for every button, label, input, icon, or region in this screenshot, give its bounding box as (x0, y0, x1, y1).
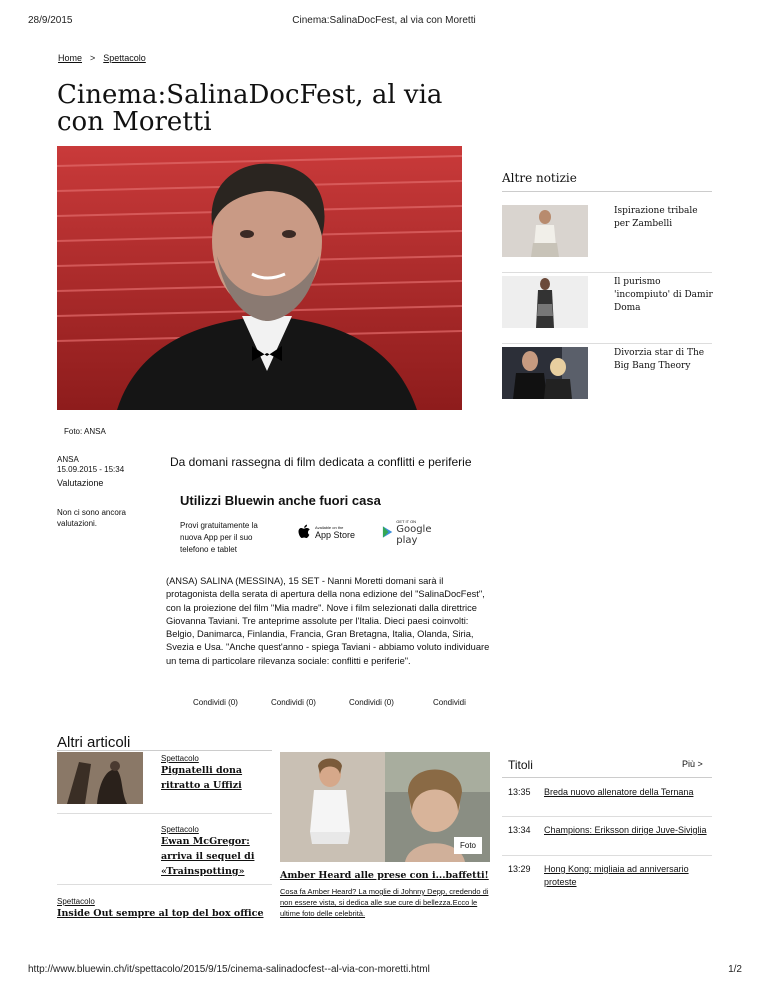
apple-icon (298, 524, 312, 540)
app-store-big: App Store (315, 529, 356, 540)
share-button-2[interactable]: Condividi (0) (271, 698, 316, 707)
google-play-small: GET IT ON (396, 518, 417, 524)
no-rating-text: Non ci sono ancora valutazioni. (57, 508, 126, 528)
sidebar-heading: Altre notizie (502, 171, 712, 192)
divider (502, 855, 712, 856)
photo-badge: Foto (454, 837, 482, 854)
rating-label: Valutazione (57, 478, 104, 488)
sidebar-item[interactable] (502, 347, 712, 405)
headline-link[interactable]: Hong Kong: migliaia ad anniversario proteste (544, 864, 689, 887)
article-body: (ANSA) SALINA (MESSINA), 15 SET - Nanni Moretti domani sarà il protagonista della serata di apertura della nona edizione del "SalinaDocFest", con la proiezione del film "Mia madre". Nove i film selezionati dalla direttrice Giovanna Taviani. Tre anteprime assolute per l'Italia. Dieci paesi coinvolti: Belgio, Danimarca, Finlandia, Francia, Gran Bretagna, Italia, Olanda, Siria, Svezia e Usa. "Anche quest'anno - spiega Taviani - abbiamo voluto individuare un tema di particolare rilevanza sociale: conflitti e periferie". (166, 576, 490, 666)
article-item[interactable] (161, 754, 271, 793)
article-title[interactable]: Inside Out sempre al top del box office (57, 908, 264, 919)
google-play-label (396, 519, 452, 546)
page-title: Cinema:SalinaDocFest, al via con Moretti (57, 80, 443, 137)
google-play-big: Google play (396, 523, 432, 546)
article-title[interactable]: Ewan McGregor: arriva il sequel di «Trainspotting» (161, 836, 255, 877)
article-category[interactable]: Spettacolo (161, 825, 199, 834)
share-button-3[interactable]: Condividi (0) (349, 698, 394, 707)
hero-photo (57, 146, 462, 410)
headlines-heading: Titoli (508, 758, 533, 772)
app-store-label (315, 525, 355, 540)
print-url: http://www.bluewin.ch/it/spettacolo/2015/9/15/cinema-salinadocfest--al-via-con-moretti.html (28, 964, 430, 975)
article-thumb[interactable] (57, 752, 143, 804)
sidebar-thumb (502, 205, 588, 257)
article-title[interactable]: Pignatelli dona ritratto a Uffizi (161, 765, 243, 791)
play-icon (382, 525, 393, 539)
divider (502, 816, 712, 817)
sidebar-item[interactable] (502, 205, 712, 273)
divider (502, 777, 712, 778)
feature-description[interactable]: Cosa fa Amber Heard? La moglie di Johnny Depp, credendo di non essere vista, si dedica alle sue cure di bellezza.Ecco le ultime foto delle celebrità. (280, 887, 489, 918)
article-source: ANSA (57, 455, 79, 464)
app-store-badge[interactable] (298, 522, 360, 542)
sidebar-item-title: Divorzia star di The Big Bang Theory (614, 348, 705, 371)
article-item[interactable] (161, 825, 271, 879)
divider (57, 750, 272, 751)
sidebar-item-title: Il purismo 'incompiuto' di Damir Doma (614, 277, 713, 313)
article-meta (57, 455, 124, 475)
other-articles-heading: Altri articoli (57, 734, 131, 751)
headline-row[interactable] (508, 863, 708, 889)
divider (57, 813, 272, 814)
app-promo-text: Provi gratuitamente la nuova App per il suo telefono e tablet (180, 521, 258, 554)
headline-time: 13:35 (508, 787, 531, 797)
breadcrumb-home-link[interactable]: Home (58, 53, 83, 63)
headline-row[interactable] (508, 786, 708, 799)
headline-time: 13:29 (508, 864, 531, 874)
sidebar-thumb (502, 347, 588, 399)
feature-photo[interactable] (280, 752, 490, 862)
headline-time: 13:34 (508, 825, 531, 835)
breadcrumb-section-link[interactable]: Spettacolo (103, 53, 146, 63)
article-item[interactable] (57, 897, 272, 921)
photo-credit: Foto: ANSA (64, 427, 106, 436)
breadcrumb (58, 53, 146, 63)
article-date: 15.09.2015 - 15:34 (57, 465, 125, 474)
share-button-4[interactable]: Condividi (433, 698, 466, 707)
google-play-badge[interactable] (382, 518, 452, 546)
sidebar-thumb (502, 276, 588, 328)
feature-title[interactable]: Amber Heard alle prese con i...baffetti! (280, 870, 489, 881)
article-category[interactable]: Spettacolo (57, 897, 95, 906)
app-store-small: Available on the (315, 524, 344, 530)
article-category[interactable]: Spettacolo (161, 754, 199, 763)
headline-link[interactable]: Breda nuovo allenatore della Ternana (544, 787, 694, 797)
sidebar-item-title: Ispirazione tribale per Zambelli (614, 206, 698, 229)
headlines-more-link[interactable]: Più > (682, 759, 703, 769)
chevron-right-icon: > (90, 53, 96, 63)
print-title: Cinema:SalinaDocFest, al via con Moretti (292, 15, 476, 26)
print-page-number: 1/2 (728, 964, 742, 975)
sidebar-item[interactable] (502, 276, 712, 344)
divider (57, 884, 272, 885)
share-button-1[interactable]: Condividi (0) (193, 698, 238, 707)
article-lead: Da domani rassegna di film dedicata a conflitti e periferie (170, 455, 472, 469)
app-promo-title: Utilizzi Bluewin anche fuori casa (180, 493, 381, 508)
print-date: 28/9/2015 (28, 15, 73, 26)
headline-row[interactable] (508, 824, 708, 837)
headline-link[interactable]: Champions: Eriksson dirige Juve-Siviglia (544, 825, 707, 835)
